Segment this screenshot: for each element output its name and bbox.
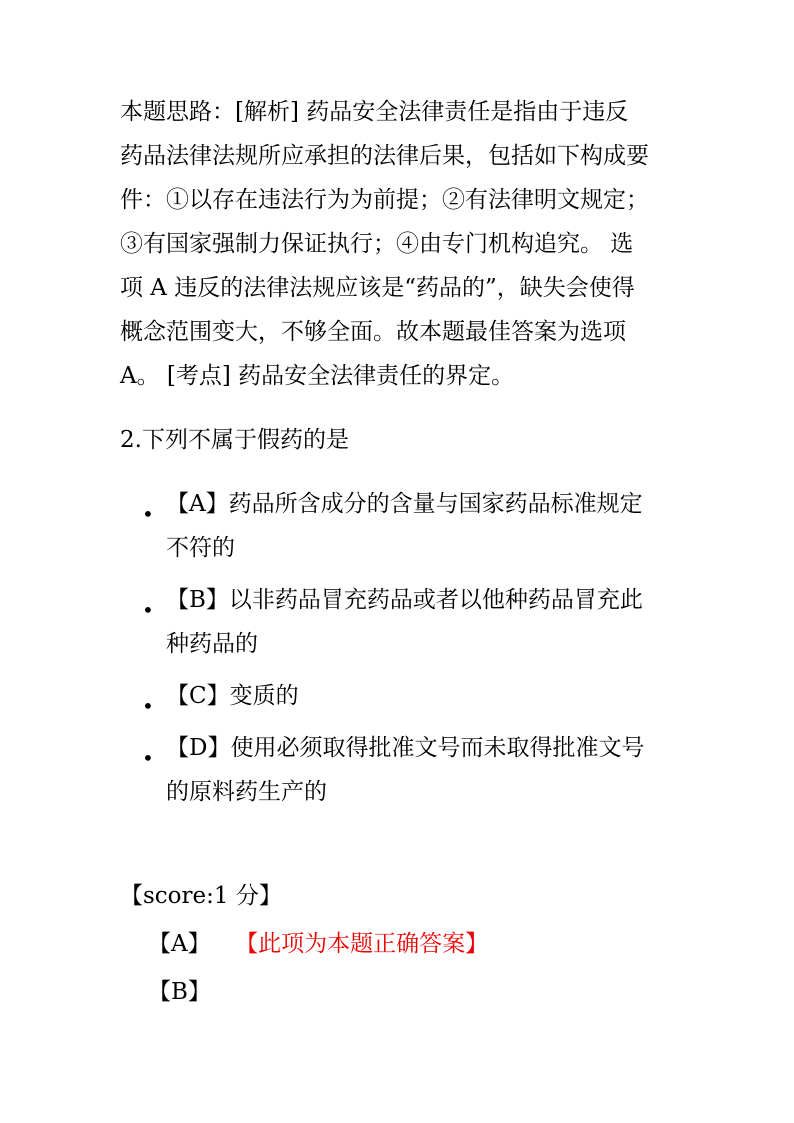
option-text: 【D】使用必须取得批准文号而未取得批准文号 xyxy=(166,735,645,761)
explanation-line: 概念范围变大，不够全面。故本题最佳答案为选项 xyxy=(120,319,626,345)
explanation-line: 药品法律法规所应承担的法律后果，包括如下构成要 xyxy=(120,143,649,169)
option-text: 种药品的 xyxy=(166,631,258,657)
option-c xyxy=(140,680,680,724)
option-a xyxy=(140,488,680,576)
bullet-icon: • xyxy=(142,598,154,622)
option-d xyxy=(140,732,680,820)
answer-row-a xyxy=(148,928,488,960)
option-text: 【A】药品所含成分的含量与国家药品标准规定 xyxy=(166,491,643,517)
bullet-icon: • xyxy=(142,694,154,718)
explanation-line: 本题思路：[解析] 药品安全法律责任是指由于违反 xyxy=(120,99,629,125)
option-list xyxy=(140,488,680,828)
explanation-line: A。 [考点] 药品安全法律责任的界定。 xyxy=(120,363,515,389)
score-label: 【score:1 分】 xyxy=(120,883,282,909)
option-b xyxy=(140,584,680,672)
explanation-block xyxy=(120,96,680,404)
option-text: 不符的 xyxy=(166,535,235,561)
explanation-line: ③有国家强制力保证执行；④由专门机构追究。 选 xyxy=(120,231,634,257)
bullet-icon: • xyxy=(142,502,154,526)
explanation-line: 项 A 违反的法律法规应该是“药品的”，缺失会使得 xyxy=(120,275,635,301)
correct-answer-mark: 【此项为本题正确答案】 xyxy=(246,931,489,957)
explanation-line: 件：①以存在违法行为为前提；②有法律明文规定； xyxy=(120,187,649,213)
answer-label: 【B】 xyxy=(148,979,211,1005)
option-text: 的原料药生产的 xyxy=(166,779,327,805)
option-text: 【B】以非药品冒充药品或者以他种药品冒充此 xyxy=(166,587,643,613)
answer-row-b xyxy=(148,976,211,1008)
answer-label: 【A】 xyxy=(148,931,211,957)
option-text: 【C】变质的 xyxy=(166,683,299,709)
question-title: 2.下列不属于假药的是 xyxy=(120,427,349,453)
bullet-icon: • xyxy=(142,746,154,770)
